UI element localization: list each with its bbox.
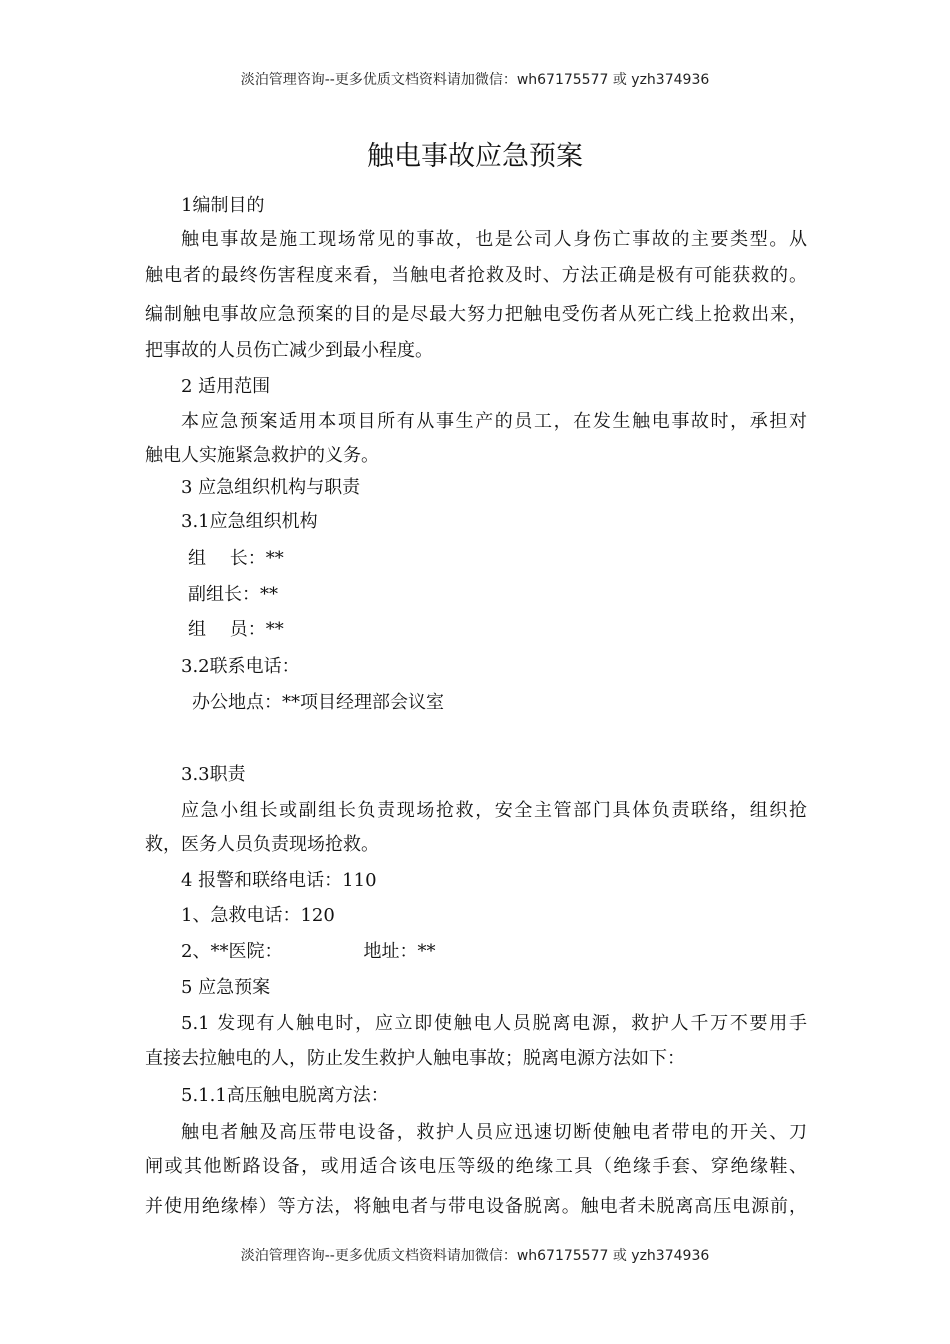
- heading-4: 4 报警和联络电话：110: [181, 870, 377, 891]
- paragraph-line: 本应急预案适用本项目所有从事生产的员工，在发生触电事故时，承担对: [181, 411, 807, 432]
- deputy-leader-line: 副组长：**: [188, 584, 278, 605]
- office-location: 办公地点：**项目经理部会议室: [192, 692, 444, 713]
- paragraph-line: 把事故的人员伤亡减少到最小程度。: [145, 340, 433, 361]
- heading-3-1: 3.1应急组织机构: [181, 511, 318, 532]
- paragraph-line: 触电事故是施工现场常见的事故，也是公司人身伤亡事故的主要类型。从: [181, 229, 807, 250]
- hospital-line: 2、**医院： 地址：**: [181, 941, 436, 962]
- member-line: 组 员：**: [188, 619, 284, 640]
- paragraph-line: 触电人实施紧急救护的义务。: [145, 445, 379, 466]
- emergency-phone: 1、急救电话：120: [181, 905, 335, 926]
- page-footer: 淡泊管理咨询--更多优质文档资料请加微信：wh67175577 或 yzh374936: [240, 1248, 710, 1264]
- heading-5-1-1: 5.1.1高压触电脱离方法：: [181, 1085, 389, 1106]
- heading-5: 5 应急预案: [181, 977, 271, 998]
- heading-1: 1编制目的: [181, 195, 265, 216]
- heading-3-3: 3.3职责: [181, 764, 246, 785]
- paragraph-line: 应急小组长或副组长负责现场抢救，安全主管部门具体负责联络，组织抢: [181, 800, 807, 821]
- document-title: 触电事故应急预案: [367, 141, 583, 172]
- paragraph-line: 并使用绝缘棒）等方法，将触电者与带电设备脱离。触电者未脱离高压电源前，: [145, 1196, 807, 1217]
- paragraph-line: 闸或其他断路设备，或用适合该电压等级的绝缘工具（绝缘手套、穿绝缘鞋、: [145, 1156, 807, 1177]
- paragraph-line: 触电者的最终伤害程度来看，当触电者抢救及时、方法正确是极有可能获救的。: [145, 265, 807, 286]
- page-header: 淡泊管理咨询--更多优质文档资料请加微信：wh67175577 或 yzh374936: [240, 72, 710, 88]
- heading-3-2: 3.2联系电话：: [181, 656, 300, 677]
- paragraph-line: 触电者触及高压带电设备，救护人员应迅速切断使触电者带电的开关、刀: [181, 1122, 807, 1143]
- paragraph-line: 编制触电事故应急预案的目的是尽最大努力把触电受伤者从死亡线上抢救出来，: [145, 304, 807, 325]
- leader-line: 组 长：**: [188, 548, 284, 569]
- paragraph-line: 5.1 发现有人触电时，应立即使触电人员脱离电源，救护人千万不要用手: [181, 1013, 807, 1034]
- paragraph-line: 救，医务人员负责现场抢救。: [145, 834, 379, 855]
- heading-2: 2 适用范围: [181, 376, 271, 397]
- heading-3: 3 应急组织机构与职责: [181, 477, 361, 498]
- paragraph-line: 直接去拉触电的人，防止发生救护人触电事故；脱离电源方法如下：: [145, 1048, 685, 1069]
